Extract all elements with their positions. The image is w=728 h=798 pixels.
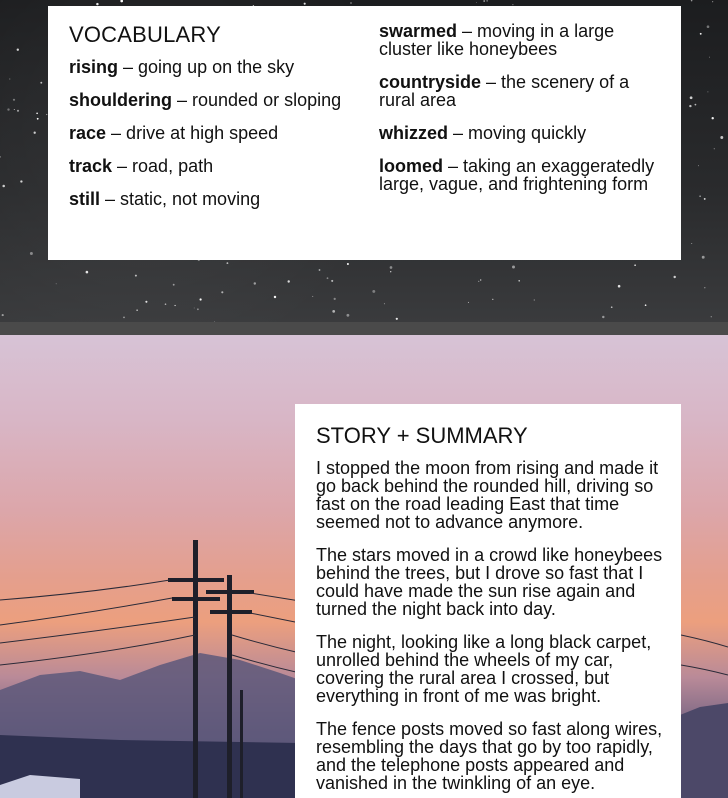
vocab-word: whizzed: [379, 123, 449, 143]
story-title: STORY + SUMMARY: [316, 423, 528, 448]
star: [699, 195, 701, 197]
star: [331, 280, 333, 282]
vocab-term: [69, 190, 359, 208]
vocab-term: [379, 157, 664, 193]
star: [346, 314, 349, 317]
star: [690, 96, 693, 99]
star: [478, 281, 479, 282]
vocab-word: loomed: [379, 156, 444, 176]
star: [334, 298, 336, 300]
star: [476, 2, 477, 3]
star: [30, 252, 33, 255]
star: [7, 108, 9, 110]
star: [13, 99, 15, 101]
vocab-term: [69, 157, 359, 175]
star: [390, 271, 391, 272]
star: [707, 91, 708, 92]
star: [120, 0, 123, 2]
star: [689, 105, 691, 107]
story-paragraph: The stars moved in a crowd like honeybees behind the trees, but I drove so fast that I could have made the sun rise again and turned the night back into day.: [316, 545, 663, 619]
star: [226, 262, 228, 264]
star: [194, 308, 195, 309]
story-summary-card: [295, 404, 681, 798]
story-body: [316, 459, 666, 798]
star: [691, 243, 692, 244]
vocab-definition: – taking an exaggeratedly large, vague, and frightening form: [379, 156, 655, 194]
star: [691, 0, 693, 1]
star: [319, 269, 321, 271]
vocab-word: rising: [69, 57, 119, 77]
star: [327, 277, 329, 279]
vocab-definition: – road, path: [112, 156, 214, 176]
vocab-term: [379, 22, 664, 58]
vocabulary-right-column: [379, 22, 664, 208]
star: [2, 314, 4, 316]
vocab-word: track: [69, 156, 113, 176]
star: [14, 109, 15, 110]
star: [712, 117, 714, 119]
star: [698, 165, 699, 166]
vocab-term: [69, 124, 359, 142]
star: [2, 185, 4, 188]
star: [173, 284, 175, 286]
star: [712, 1, 713, 2]
star: [695, 104, 697, 106]
vocab-definition: – moving in a large cluster like honeybees: [379, 21, 615, 59]
story-paragraph: I stopped the moon from rising and made it go back behind the rounded hill, driving so fast on the road leading East that time seemed not to advance anymore.: [316, 458, 659, 532]
star: [704, 287, 705, 288]
slide-divider: [0, 322, 728, 335]
star: [9, 78, 10, 79]
vocab-definition: – drive at high speed: [106, 123, 279, 143]
star: [17, 49, 19, 51]
star: [350, 2, 351, 3]
star: [332, 310, 335, 313]
star: [34, 132, 36, 134]
star: [709, 57, 710, 58]
star: [37, 118, 39, 120]
star: [711, 316, 712, 317]
vocab-word: still: [69, 189, 101, 209]
vocabulary-slide: [0, 0, 728, 322]
vocab-word: race: [69, 123, 107, 143]
pole-crossarm: [206, 590, 254, 594]
story-paragraph: The night, looking like a long black carpet, unrolled behind the wheels of my car, covering the rural area I crossed, but everything in front of me was bright.: [316, 632, 652, 706]
star: [40, 82, 42, 84]
mountain-silhouette-right: [680, 703, 728, 798]
star: [221, 291, 223, 293]
vocab-word: swarmed: [379, 21, 458, 41]
star: [396, 318, 398, 320]
vocabulary-left-column: [69, 58, 359, 223]
star: [645, 304, 647, 306]
star: [372, 290, 375, 293]
star: [254, 282, 256, 284]
star: [700, 33, 702, 35]
star: [518, 280, 520, 282]
vocab-term: [379, 73, 664, 109]
star: [483, 0, 485, 2]
star: [347, 263, 349, 265]
power-pole: [240, 690, 243, 798]
star: [707, 25, 710, 28]
vocab-definition: – rounded or sloping: [172, 90, 342, 110]
star: [200, 298, 202, 300]
star: [145, 301, 147, 303]
vocab-definition: – static, not moving: [100, 189, 261, 209]
star: [174, 305, 175, 306]
pole-crossarm: [172, 597, 220, 601]
vocab-definition: – moving quickly: [448, 123, 587, 143]
star: [135, 275, 137, 277]
star: [288, 280, 290, 282]
star: [720, 136, 723, 139]
star: [0, 156, 1, 158]
star: [486, 0, 487, 1]
star: [634, 264, 636, 266]
vocabulary-title: VOCABULARY: [69, 22, 221, 47]
vocabulary-card: [48, 6, 681, 260]
star: [512, 266, 515, 269]
star: [602, 316, 604, 318]
vocab-definition: – the scenery of a rural area: [379, 72, 630, 110]
star: [304, 3, 306, 5]
star: [312, 296, 313, 297]
star: [468, 302, 469, 303]
star: [96, 3, 98, 5]
star: [123, 317, 125, 319]
star: [673, 276, 675, 278]
star: [20, 180, 22, 182]
star: [704, 198, 706, 200]
star: [17, 110, 19, 112]
vocab-term: [379, 124, 664, 142]
vocab-word: shouldering: [69, 90, 172, 110]
star: [702, 256, 705, 259]
vocab-definition: – going up on the sky: [118, 57, 295, 77]
star: [384, 303, 385, 304]
vocab-term: [69, 91, 359, 109]
star: [197, 308, 199, 310]
star: [390, 266, 393, 269]
star: [36, 113, 38, 115]
story-paragraph: The fence posts moved so fast along wires, resembling the days that go by too rapidly, and the telephone posts appeared and vanished in the twinkling of an eye.: [316, 719, 663, 793]
star: [492, 299, 493, 300]
star: [534, 300, 535, 301]
vocab-term: [69, 58, 359, 76]
pole-crossarm: [210, 610, 252, 614]
power-pole: [227, 575, 232, 798]
star: [136, 310, 137, 311]
vocab-word: countryside: [379, 72, 482, 92]
star: [56, 283, 57, 284]
star: [618, 285, 621, 288]
star: [480, 279, 481, 280]
star: [714, 148, 715, 149]
star: [86, 271, 89, 274]
pole-crossarm: [168, 578, 224, 582]
star: [165, 303, 167, 305]
star: [611, 306, 613, 308]
story-slide: [0, 335, 728, 798]
star: [274, 296, 276, 298]
